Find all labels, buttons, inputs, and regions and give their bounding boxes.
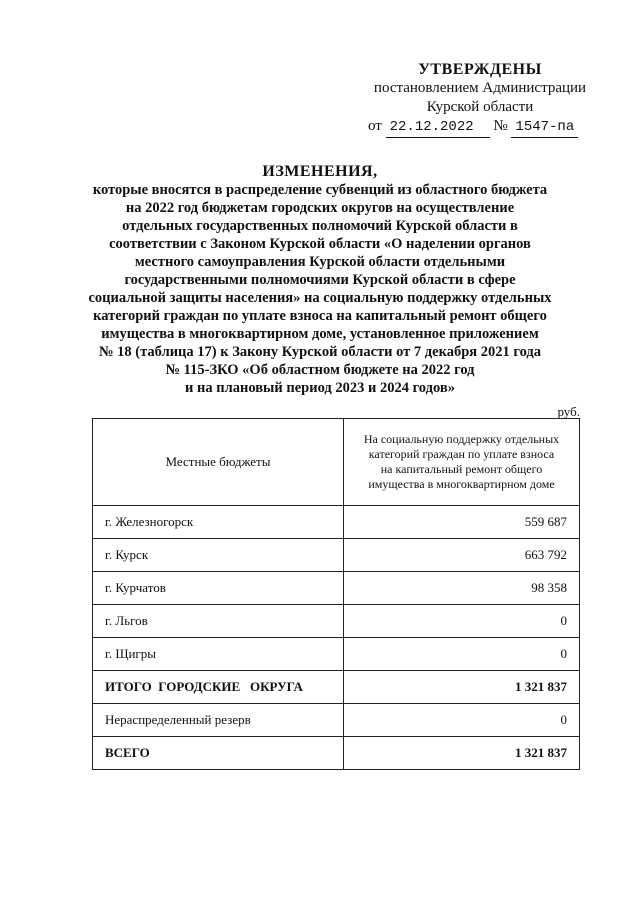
column-header-budgets: Местные бюджеты xyxy=(93,419,344,506)
row-budget-name: ВСЕГО xyxy=(93,737,344,770)
approval-block xyxy=(360,60,600,138)
number-prefix: № xyxy=(493,118,508,134)
heading-line: имущества в многоквартирном доме, установленное приложением xyxy=(101,326,539,342)
approval-line-1: постановлением Администрации xyxy=(373,80,587,96)
heading-title: ИЗМЕНЕНИЯ, xyxy=(262,163,378,180)
table-row-total xyxy=(93,737,580,770)
row-budget-name: г. Льгов xyxy=(93,605,344,638)
heading-line: № 115-ЗКО «Об областном бюджете на 2022 год xyxy=(165,362,475,378)
column-header-line: На социальную поддержку отдельных xyxy=(363,432,560,446)
column-header-line: категорий граждан по уплате взноса xyxy=(368,447,555,461)
heading-line: на 2022 год бюджетам городских округов на осуществление xyxy=(125,200,515,216)
table-row xyxy=(93,638,580,671)
row-budget-name: г. Железногорск xyxy=(93,506,344,539)
approval-number: 1547-па xyxy=(511,118,578,138)
date-prefix: от xyxy=(368,118,382,134)
heading-line: отдельных государственных полномочий Курской области в xyxy=(122,218,518,234)
heading-line: которые вносятся в распределение субвенций из областного бюджета xyxy=(92,182,548,198)
row-amount: 1 321 837 xyxy=(344,671,580,704)
row-amount: 98 358 xyxy=(344,572,580,605)
approval-line-2: Курской области xyxy=(426,99,534,115)
heading-line: категорий граждан по уплате взноса на капитальный ремонт общего xyxy=(93,308,547,324)
subvention-table xyxy=(92,418,580,770)
approval-number-row xyxy=(368,117,600,138)
table-row xyxy=(93,605,580,638)
row-amount: 559 687 xyxy=(344,506,580,539)
row-amount: 0 xyxy=(344,638,580,671)
heading-line: местного самоуправления Курской области отдельными xyxy=(134,254,506,270)
row-budget-name: г. Курск xyxy=(93,539,344,572)
currency-unit: руб. xyxy=(557,404,580,419)
row-budget-name: г. Курчатов xyxy=(93,572,344,605)
heading-line: и на плановый период 2023 и 2024 годов» xyxy=(185,380,455,396)
row-budget-name: Нераспределенный резерв xyxy=(93,704,344,737)
table-row xyxy=(93,539,580,572)
table-row xyxy=(93,506,580,539)
row-amount: 0 xyxy=(344,704,580,737)
column-header-line: на капитальный ремонт общего xyxy=(380,462,543,476)
approval-date: 22.12.2022 xyxy=(386,118,490,138)
heading-line: соответствии с Законом Курской области «О наделении органов xyxy=(109,236,531,252)
column-header-line: имущества в многоквартирном доме xyxy=(368,477,555,491)
column-header-amount xyxy=(344,419,580,506)
document-heading xyxy=(80,163,560,397)
row-budget-name: ИТОГО ГОРОДСКИЕ ОКРУГА xyxy=(93,671,344,704)
heading-line: государственными полномочиями Курской области в сфере xyxy=(124,272,516,288)
table-row xyxy=(93,704,580,737)
row-budget-name: г. Щигры xyxy=(93,638,344,671)
table-row xyxy=(93,572,580,605)
approval-status: УТВЕРЖДЕНЫ xyxy=(418,61,542,78)
heading-line: № 18 (таблица 17) к Закону Курской области от 7 декабря 2021 года xyxy=(98,344,542,360)
row-amount: 0 xyxy=(344,605,580,638)
table-header-row xyxy=(93,419,580,506)
row-amount: 663 792 xyxy=(344,539,580,572)
table-row-subtotal xyxy=(93,671,580,704)
heading-line: социальной защиты населения» на социальную поддержку отдельных xyxy=(88,290,552,306)
row-amount: 1 321 837 xyxy=(344,737,580,770)
